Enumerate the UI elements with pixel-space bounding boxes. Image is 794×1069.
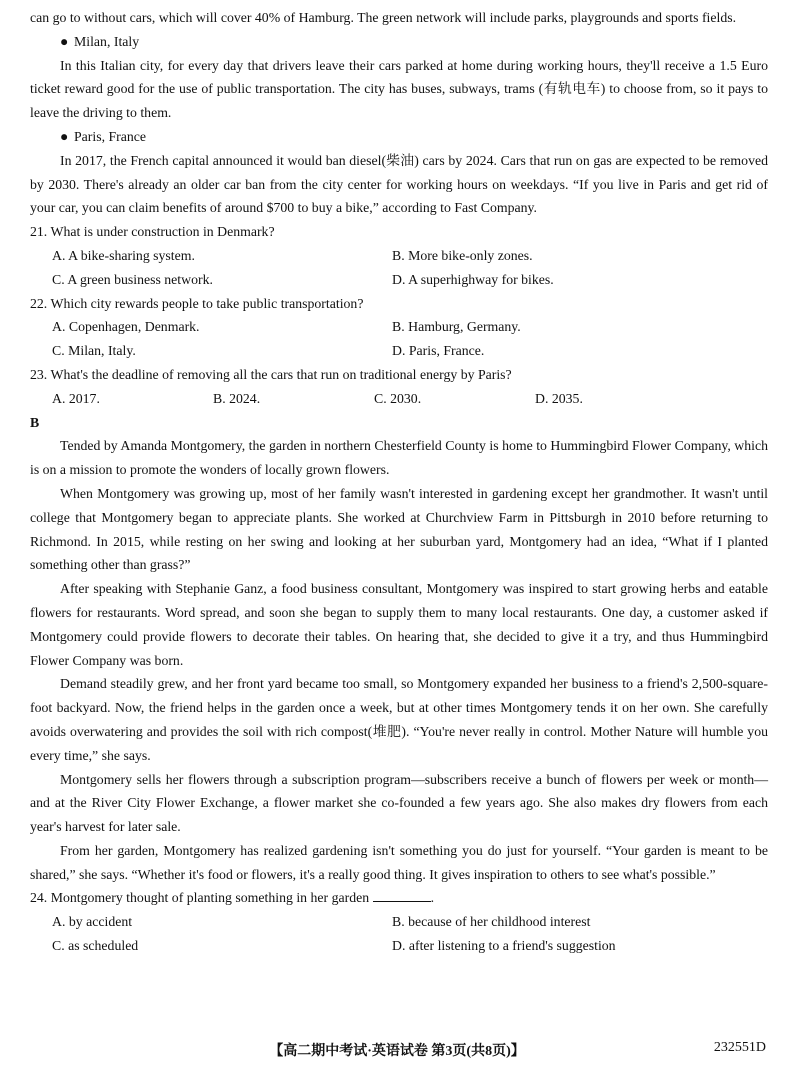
passage-b-paragraph-4: Demand steadily grew, and her front yard became too small, so Montgomery expanded her business to a friend's 2,500-square-foot backyard. Now, the friend helps in the garden once a week, but at other times Montgomery tends it on her own. She carefully avoids overwatering and provides the soil with rich compost(堆肥). “You're never really in control. Mother Nature will humble you every time,” she says. [30,676,768,763]
option-22-b[interactable]: B. Hamburg, Germany. [392,319,521,335]
option-24-a[interactable]: A. by accident [52,914,133,930]
footer-title: 【高二期中考试·英语试卷 第3页(共8页)】 [269,1044,525,1059]
passage-b-paragraph-2: When Montgomery was growing up, most of her family wasn't interested in gardening except her grandmother. It wasn't until college that Montgomery began to appreciate plants. She worked at Churchview Farm in Pittsburgh in 2010 before returning to Richmond. In 2015, while resting on her swing and looking at her suburban yard, Montgomery had an idea, “What if I planted something other than grass?” [30,485,768,573]
passage-b-paragraph-3: After speaking with Stephanie Ganz, a food business consultant, Montgomery was inspired to start growing herbs and eatable flowers for restaurants. Word spread, and soon she began to supply them to many local restaurants. One day, a customer asked if Montgomery could provide flowers to decorate their tables. On hearing that, she decided to give it a try, and thus Hummingbird Flower Company was born. [30,581,768,668]
option-23-d[interactable]: D. 2035. [535,390,583,406]
passage-b-paragraph-5: Montgomery sells her flowers through a subscription program—subscribers receive a bunch of flowers per week or month—and at the River City Flower Exchange, a flower market she co-founded a few years ago. She also makes dry flowers from each year's harvest for later sale. [30,771,768,835]
passage-b-paragraph-6: From her garden, Montgomery has realized gardening isn't something you do just for yourself. “Your garden is meant to be shared,” she says. “Whether it's food or flowers, it's a really good thing. It gives inspiration to others to see what's possible.” [30,842,768,882]
footer-code: 232551D [713,1040,766,1055]
milan-paragraph: In this Italian city, for every day that drivers leave their cars parked at home during working hours, they'll receive a 1.5 Euro ticket reward good for the use of public transportation. The city has buses, subways, trams (有轨电车) to choose from, so it pays to leave the driving to them. [30,57,768,121]
option-21-b[interactable]: B. More bike-only zones. [392,247,533,263]
passage-b-paragraph-1: Tended by Amanda Montgomery, the garden in northern Chesterfield County is home to Hummingbird Flower Company, which is on a mission to promote the wonders of locally grown flowers. [30,438,768,478]
question-24-options [30,910,768,958]
question-22-options [30,315,768,363]
question-23-options [30,387,768,411]
option-24-c[interactable]: C. as scheduled [52,938,139,954]
question-21-options [30,244,768,292]
option-21-d[interactable]: D. A superhighway for bikes. [392,271,554,287]
exam-page [30,6,768,958]
option-22-c[interactable]: C. Milan, Italy. [52,343,136,359]
question-21-stem: 21. What is under construction in Denmark? [30,224,275,240]
page-footer [0,1040,794,1064]
bullet-icon: ● [60,33,69,49]
option-24-b[interactable]: B. because of her childhood interest [392,914,591,930]
option-23-c[interactable]: C. 2030. [374,390,422,406]
option-21-c[interactable]: C. A green business network. [52,271,213,287]
option-23-b[interactable]: B. 2024. [213,390,261,406]
option-23-a[interactable]: A. 2017. [52,390,100,406]
answer-blank [373,887,431,902]
option-22-d[interactable]: D. Paris, France. [392,343,485,359]
paris-paragraph: In 2017, the French capital announced it would ban diesel(柴油) cars by 2024. Cars that run on gas are expected to be removed by 2030. There's already an older car ban from the city center for working hours on weekdays. “If you live in Paris and get rid of your car, you can claim benefits of around $700 to buy a bike,” according to Fast Company. [30,152,768,216]
question-24-stem: 24. Montgomery thought of planting something in her garden . [30,886,768,910]
milan-heading: ● Milan, Italy [30,30,768,54]
hamburg-continuation: can go to without cars, which will cover 40% of Hamburg. The green network will include parks, playgrounds and sports fields. [30,10,737,25]
question-22-stem: 22. Which city rewards people to take public transportation? [30,295,364,311]
option-24-d[interactable]: D. after listening to a friend's suggestion [392,938,616,954]
paris-heading: ● Paris, France [30,125,768,149]
option-21-a[interactable]: A. A bike-sharing system. [52,247,195,263]
section-b-label: B [30,414,40,430]
question-23-stem: 23. What's the deadline of removing all the cars that run on traditional energy by Paris? [30,366,512,382]
bullet-icon: ● [60,128,69,144]
option-22-a[interactable]: A. Copenhagen, Denmark. [52,319,200,335]
